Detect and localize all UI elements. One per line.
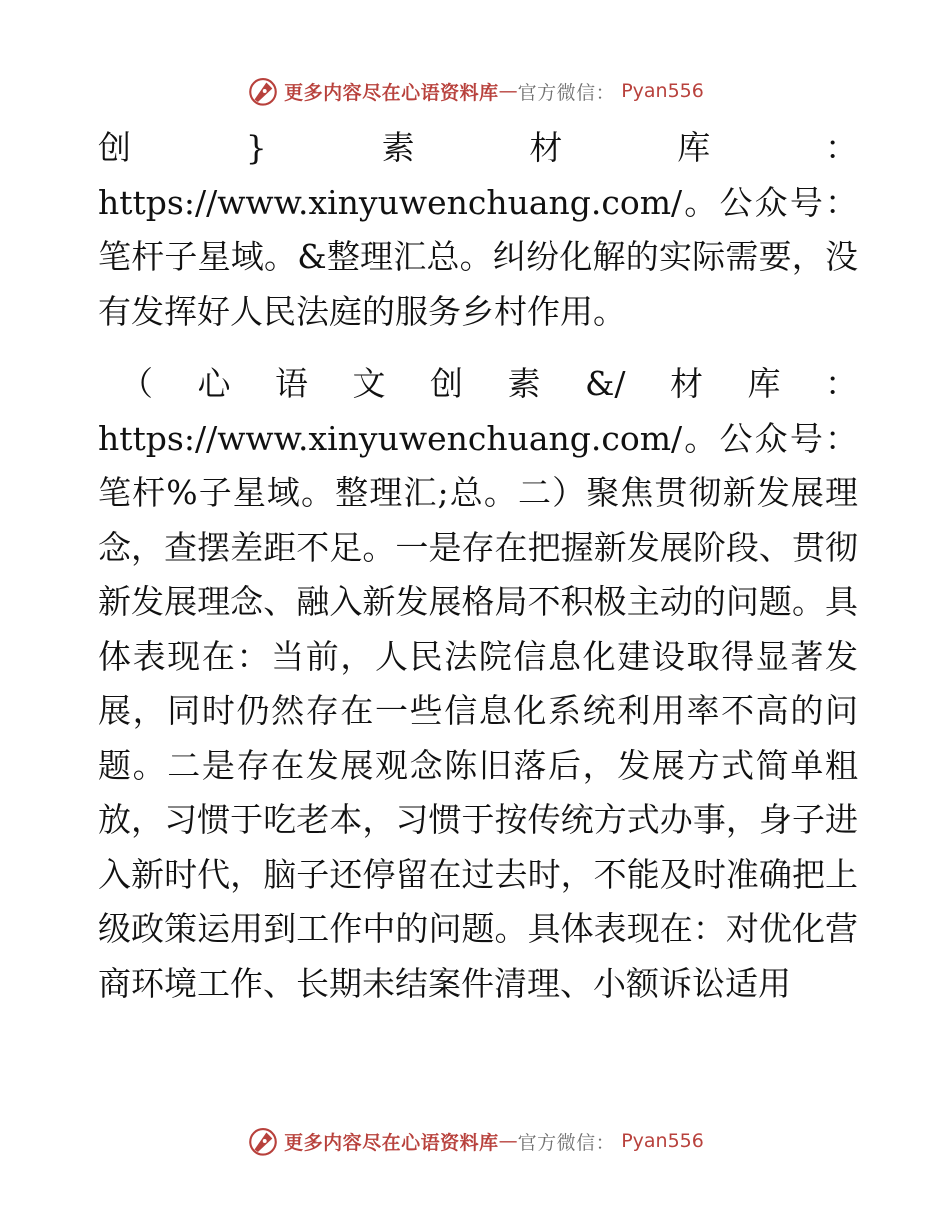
pen-nib-logo-icon [246,1124,280,1158]
paragraph-1: 创}素材库：https://www.xinyuwenchuang.com/。公众号：笔杆子星域。&整理汇总。纠纷化解的实际需要，没有发挥好人民法庭的服务乡村作用。 [98,128,858,331]
header-brand-text: 更多内容尽在心语资料库 [284,81,499,104]
document-body [98,121,858,1011]
header-separator: — [498,80,518,102]
footer-brand-text: 更多内容尽在心语资料库 [284,1131,499,1154]
header-banner [0,71,950,111]
header-contact-label: 官方微信： [517,81,616,104]
footer-contact-handle: Pyan556 [621,1130,704,1152]
footer-separator: — [498,1130,518,1152]
paragraph-2: （心语文创素&/材库：https://www.xinyuwenchuang.com/。公众号：笔杆%子星域。整理汇;总。二）聚焦贯彻新发展理念，查摆差距不足。一是存在把握新发展阶段、贯彻新发展理念、融入新发展格局不积极主动的问题。具体表现在：当前，人民法院信息化建设取得显著发展，同时仍然存在一些信息化系统利用率不高的问题。二是存在发展观念陈旧落后，发展方式简单粗放，习惯于吃老本，习惯于按传统方式办事，身子进入新时代，脑子还停留在过去时，不能及时准确把上级政策运用到工作中的问题。具体表现在：对优化营商环境工作、长期未结案件清理、小额诉讼适用 [98,364,858,1003]
footer-banner [0,1121,950,1161]
footer-contact-label: 官方微信： [517,1131,616,1154]
header-contact-handle: Pyan556 [621,80,704,102]
pen-nib-logo-icon [246,74,280,108]
